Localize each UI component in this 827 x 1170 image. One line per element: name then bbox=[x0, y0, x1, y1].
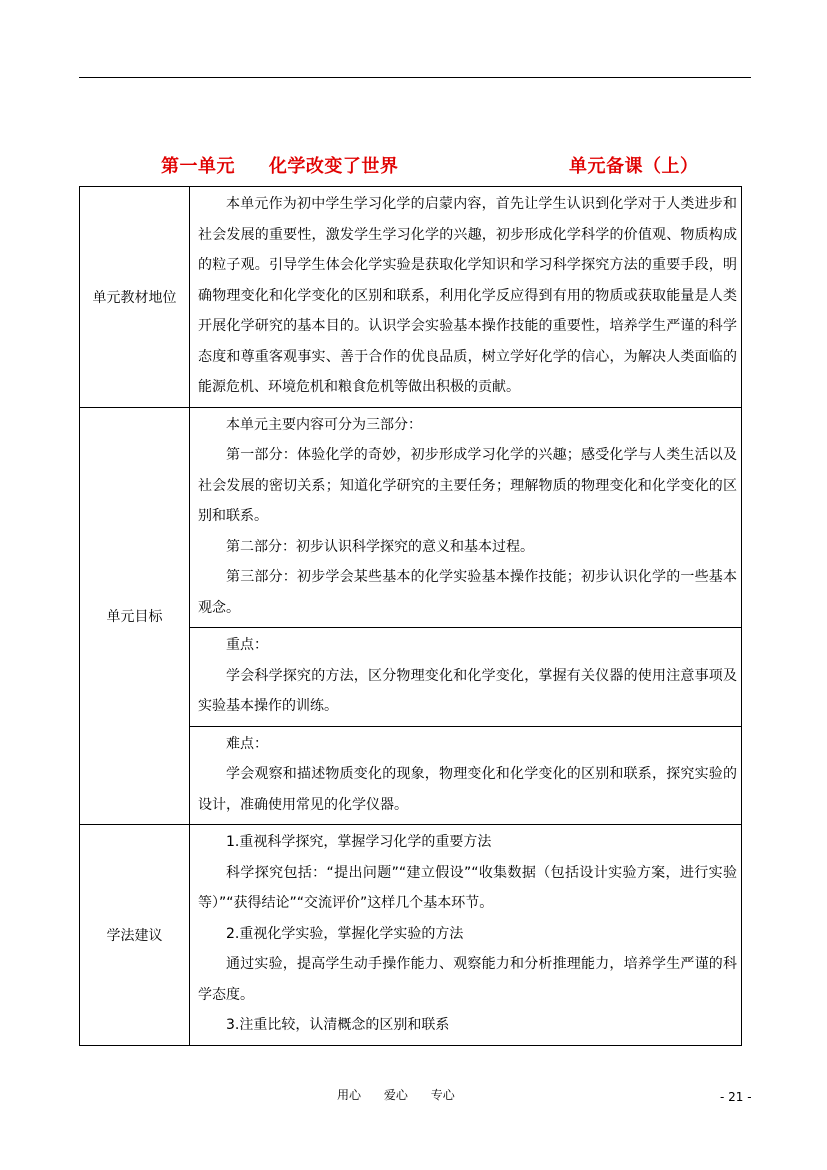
unit-subtitle: 单元备课（上） bbox=[569, 156, 699, 177]
methods-text-2: 通过实验，提高学生动手操作能力、观察能力和分析推理能力，培养学生严谨的科学态度。 bbox=[198, 956, 737, 1003]
goals-part2: 第二部分：初步认识科学探究的意义和基本过程。 bbox=[226, 538, 534, 555]
methods-label: 学法建议 bbox=[80, 825, 190, 1046]
methods-content bbox=[190, 825, 742, 1046]
methods-text-1: 科学探究包括：“提出问题”“建立假设”“收集数据（包括设计实验方案，进行实验等）”“获得结论”“交流评价”这样几个基本环节。 bbox=[198, 864, 737, 911]
methods-heading-1: 1.重视科学探究，掌握学习化学的重要方法 bbox=[226, 834, 492, 850]
table-row-position bbox=[80, 187, 742, 408]
goals-part1: 第一部分：体验化学的奇妙，初步形成学习化学的兴趣；感受化学与人类生活以及社会发展的密切关系；知道化学研究的主要任务；理解物质的物理变化和化学变化的区别和联系。 bbox=[198, 447, 737, 524]
goals-part3: 第三部分：初步学会某些基本的化学实验基本操作技能；初步认识化学的一些基本观念。 bbox=[198, 569, 737, 616]
header-rule bbox=[79, 77, 751, 78]
unit-title: 第一单元 化学改变了世界 bbox=[161, 156, 399, 177]
table-row-goals bbox=[80, 407, 742, 628]
key-points-text: 学会科学探究的方法，区分物理变化和化学变化，掌握有关仪器的使用注意事项及实验基本操作的训练。 bbox=[198, 667, 737, 714]
difficulties-text: 学会观察和描述物质变化的现象，物理变化和化学变化的区别和联系，探究实验的设计，准确使用常见的化学仪器。 bbox=[198, 766, 737, 813]
methods-heading-3: 3.注重比较，认清概念的区别和联系 bbox=[226, 1017, 450, 1033]
position-label: 单元教材地位 bbox=[80, 187, 190, 408]
lesson-plan-table bbox=[79, 186, 742, 1046]
title-row bbox=[79, 152, 751, 180]
page-number: - 21 - bbox=[720, 1090, 752, 1104]
goals-label: 单元目标 bbox=[80, 407, 190, 825]
goals-intro: 本单元主要内容可分为三部分： bbox=[226, 416, 422, 433]
key-points-label: 重点： bbox=[226, 637, 268, 653]
position-content bbox=[190, 187, 742, 408]
footer-motto: 用心 爱心 专心 bbox=[337, 1088, 455, 1102]
methods-heading-2: 2.重视化学实验，掌握化学实验的方法 bbox=[226, 925, 464, 942]
table-row-methods bbox=[80, 825, 742, 1046]
position-text: 本单元作为初中学生学习化学的启蒙内容，首先让学生认识到化学对于人类进步和社会发展的重要性，激发学生学习化学的兴趣，初步形成化学科学的价值观、物质构成的粒子观。引导学生体会化学实验是获取化学知识和学习科学探究方法的重要手段，明确物理变化和化学变化的区别和联系，利用化学反应得到有用的物质或获取能量是人类开展化学研究的基本目的。认识学会实验基本操作技能的重要性，培养学生严谨的科学态度和尊重客观事实、善于合作的优良品质，树立学好化学的信心，为解决人类面临的能源危机、环境危机和粮食危机等做出积极的贡献。 bbox=[198, 196, 737, 395]
difficulties-label: 难点： bbox=[226, 735, 268, 752]
goals-content bbox=[190, 407, 742, 628]
difficulties-content bbox=[190, 726, 742, 825]
key-points-content bbox=[190, 628, 742, 727]
